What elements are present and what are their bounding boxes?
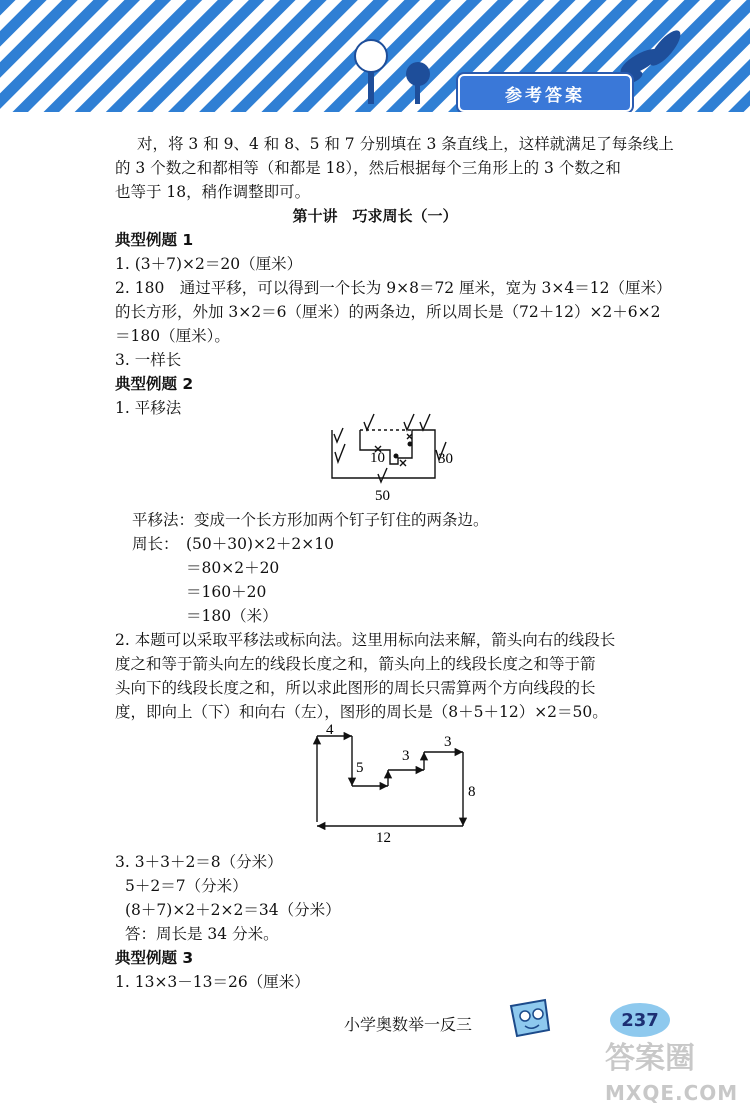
fig2-label-e: 8 xyxy=(468,784,476,800)
book-title: 小学奥数举一反三 xyxy=(344,1015,473,1034)
figure-translation xyxy=(320,408,470,508)
calc-label: 周长： xyxy=(132,535,179,553)
q2-line-4: 度，即向上（下）和向右（左），图形的周长是（8＋5＋12）×2＝50。 xyxy=(115,703,608,721)
method-line: 平移法：变成一个长方形加两个钉子钉住的两条边。 xyxy=(132,511,489,529)
example1-heading: 典型例题 1 xyxy=(115,231,194,249)
example3-line-1: 1. 13×3－13＝26（厘米） xyxy=(115,973,310,991)
q3-line-2: 5＋2＝7（分米） xyxy=(125,877,248,895)
striped-banner xyxy=(0,0,750,112)
answer-badge: 参考答案 xyxy=(458,74,632,112)
watermark-text: 答案圈 xyxy=(605,1041,695,1076)
example2-q1-label: 1. 平移法 xyxy=(115,399,182,417)
intro-line-2: 的 3 个数之和都相等（和都是 18），然后根据每个三角形上的 3 个数之和 xyxy=(115,159,621,177)
check-mark xyxy=(378,468,387,482)
cross-mark xyxy=(400,460,406,466)
page-number: 237 xyxy=(610,1003,670,1037)
nail-dot xyxy=(408,442,413,447)
figure-arrows xyxy=(300,720,500,848)
fig2-label-c: 3 xyxy=(402,748,410,764)
nail-dot xyxy=(394,454,399,459)
q3-line-4: 答：周长是 34 分米。 xyxy=(125,925,279,943)
example1-line-3: 的长方形，外加 3×2＝6（厘米）的两条边，所以周长是（72＋12）×2＋6×2 xyxy=(115,303,661,321)
watermark-url: MXQE.COM xyxy=(605,1081,739,1105)
intro-line-3: 也等于 18，稍作调整即可。 xyxy=(115,183,311,201)
example2-heading: 典型例题 2 xyxy=(115,375,194,393)
page-header xyxy=(0,0,750,112)
example1-line-5: 3. 一样长 xyxy=(115,351,182,369)
check-mark xyxy=(420,414,430,430)
q2-line-3: 头向下的线段长度之和，所以求此图形的周长只需算两个方向线段的长 xyxy=(115,679,596,697)
fig2-label-b: 5 xyxy=(356,760,364,776)
calc-line-1: (50＋30)×2＋2×10 xyxy=(186,535,334,553)
q2-line-1: 2. 本题可以采取平移法或标向法。这里用标向法来解，箭头向右的线段长 xyxy=(115,631,616,649)
q2-line-2: 度之和等于箭头向左的线段长度之和，箭头向上的线段长度之和等于箭 xyxy=(115,655,596,673)
cross-mark xyxy=(407,434,412,439)
fig1-label-b: 30 xyxy=(438,451,453,467)
intro-line-1: 对，将 3 和 9、4 和 8、5 和 7 分别填在 3 条直线上，这样就满足了每条线上 xyxy=(137,135,674,153)
example3-heading: 典型例题 3 xyxy=(115,949,194,967)
q3-line-1: 3. 3＋3＋2＝8（分米） xyxy=(115,853,283,871)
fig2-label-a: 4 xyxy=(326,722,334,738)
check-mark xyxy=(334,428,343,442)
check-mark xyxy=(404,414,414,430)
calc-line-3: ＝160＋20 xyxy=(186,583,267,601)
check-mark xyxy=(335,444,345,462)
example1-line-4: ＝180（厘米）。 xyxy=(115,327,230,345)
lecture-title: 第十讲 巧求周长（一） xyxy=(292,207,458,225)
fig1-label-c: 50 xyxy=(375,488,390,504)
example1-line-1: 1. (3＋7)×2＝20（厘米） xyxy=(115,255,303,273)
fig2-label-d: 3 xyxy=(444,734,452,750)
watermark xyxy=(605,1042,745,1106)
fig1-label-a: 10 xyxy=(370,450,385,466)
fig2-label-f: 12 xyxy=(376,830,391,846)
example1-line-2: 2. 180 通过平移，可以得到一个长为 9×8＝72 厘米，宽为 3×4＝12（厘米） xyxy=(115,279,672,297)
calc-line-2: ＝80×2＋20 xyxy=(186,559,280,577)
mascot-icon xyxy=(505,996,555,1040)
q3-line-3: (8＋7)×2＋2×2＝34（分米） xyxy=(125,901,341,919)
calc-line-4: ＝180（米） xyxy=(186,607,278,625)
check-mark xyxy=(364,414,374,430)
